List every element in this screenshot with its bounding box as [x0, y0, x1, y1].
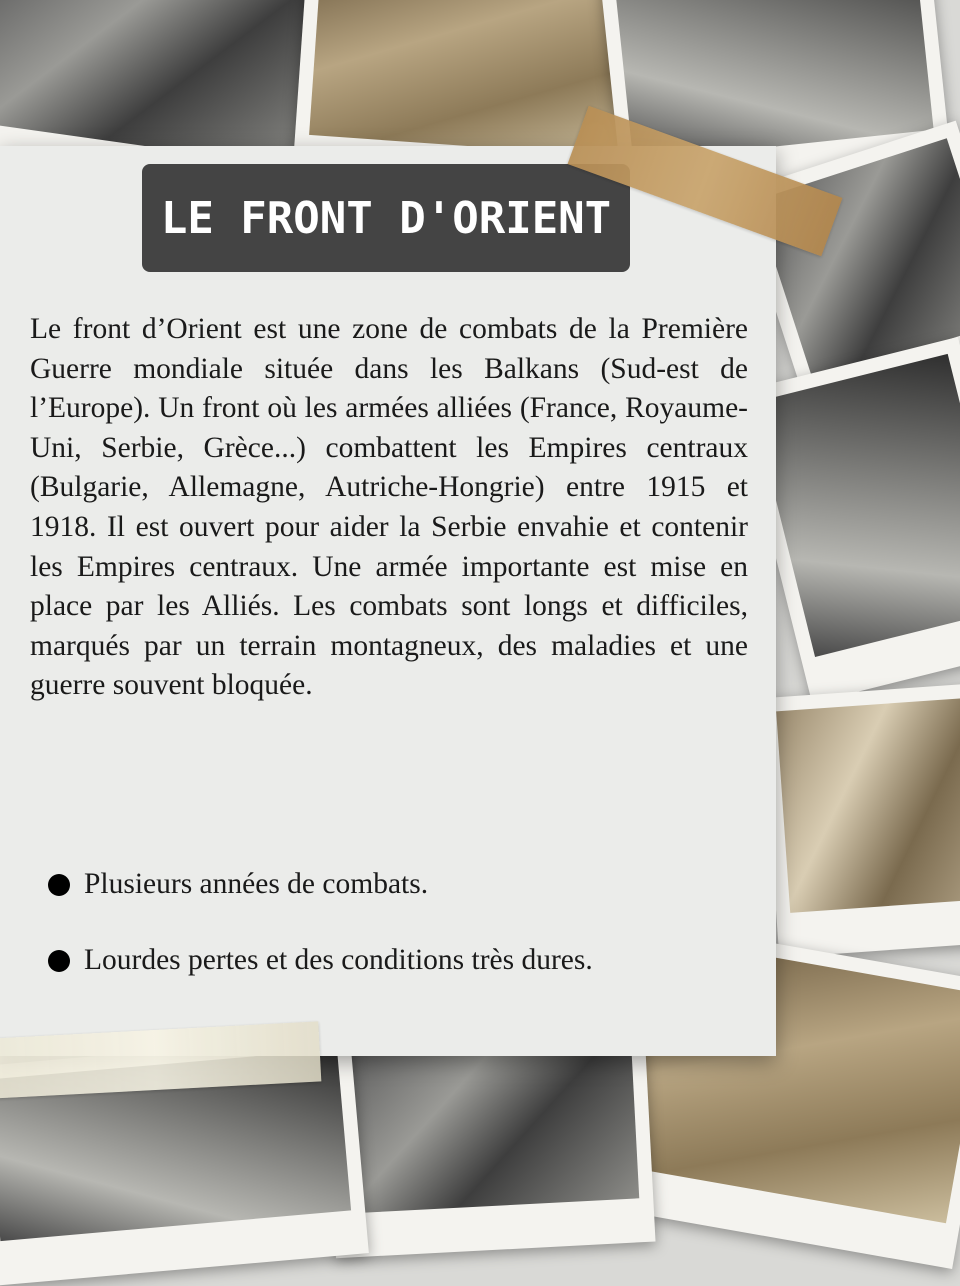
photo-troops-flag — [761, 682, 960, 957]
description-paragraph: Le front d’Orient est une zone de combats de la Première Guerre mondiale située dans les Balkans (Sud-est de l’Europe). Un front où les armées alliées (France, Royaume-Uni, Serbie, Grèce...) combattent les Empires centraux (Bulgarie, Allemagne, Autriche-Hongrie) entre 1915 et 1918. Il est ouvert pour aider la Serbie envahie et contenir les Empires centraux. Une armée importante est mise en place par les Alliés. Les combats sont longs et difficiles, marqués par un terrain montagneux, des maladies et une guerre souvent bloquée. — [30, 313, 748, 702]
page-title: LE FRONT D'ORIENT — [160, 192, 612, 244]
photo-image — [752, 354, 960, 657]
bullet-text: Plusieurs années de combats. — [84, 868, 429, 900]
bullet-item — [48, 944, 593, 977]
bullet-dot-icon — [48, 874, 70, 896]
photo-image — [776, 697, 960, 913]
bullet-text: Lourdes pertes et des conditions très dures. — [84, 944, 593, 976]
bullet-item — [48, 868, 428, 901]
photo-image — [339, 1036, 639, 1213]
bullet-dot-icon — [48, 950, 70, 972]
photo-image — [0, 0, 328, 168]
title-banner — [142, 164, 630, 272]
photo-artillery — [324, 1022, 655, 1258]
content-card — [0, 146, 776, 1056]
